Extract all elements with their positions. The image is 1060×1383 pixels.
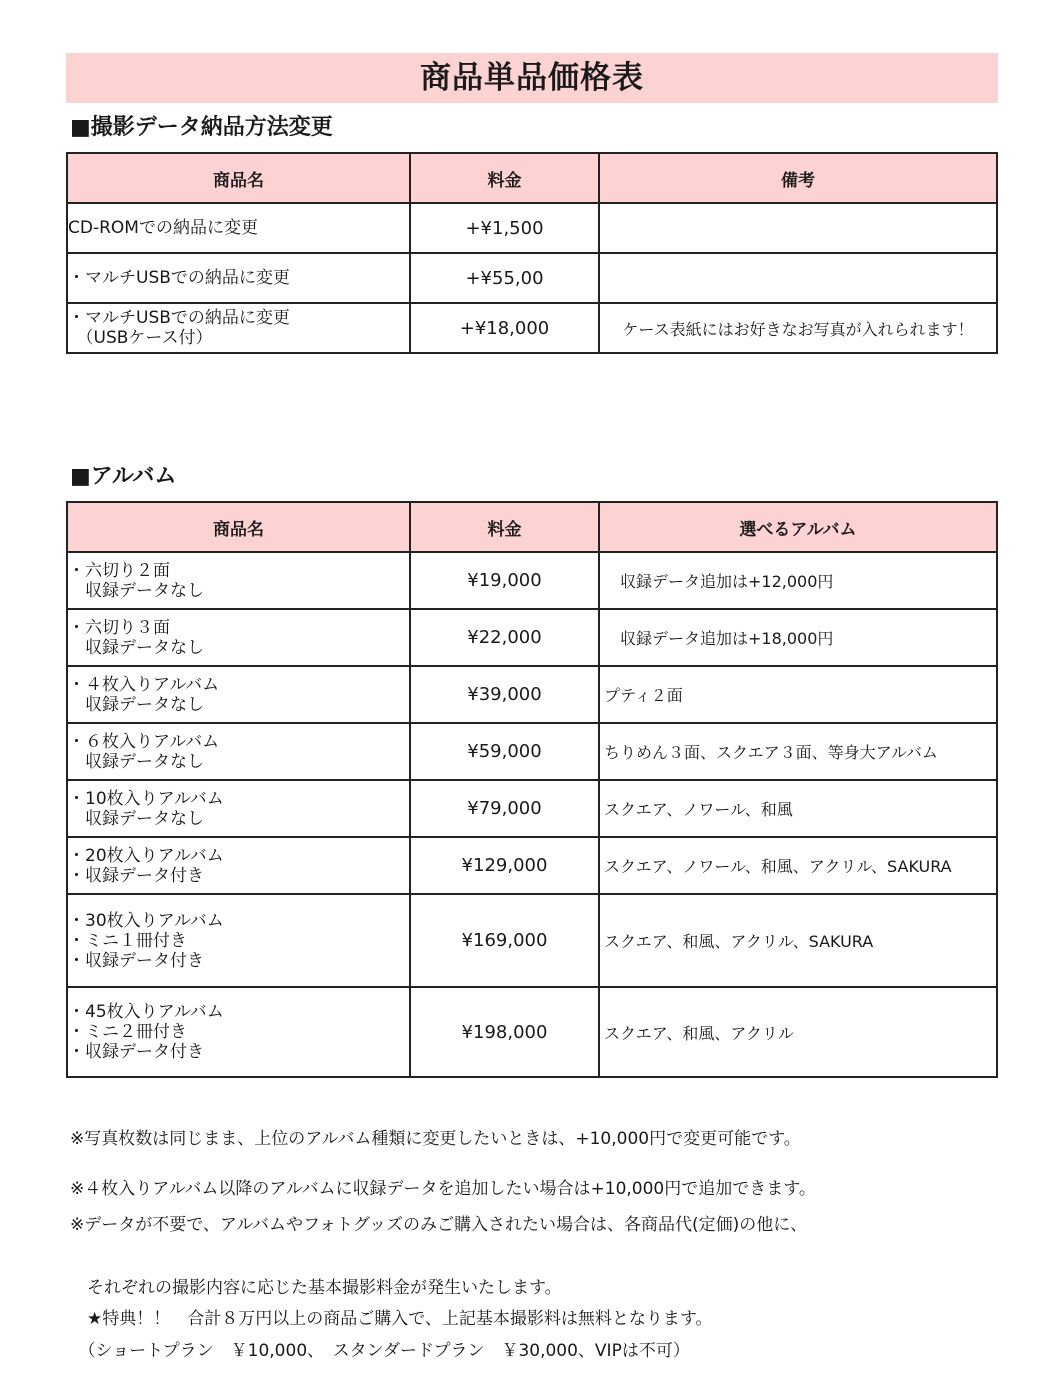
product-name: ・20枚入りアルバム ・収録データ付き [67, 837, 410, 894]
column-header-album-options: 選べるアルバム [599, 502, 997, 552]
album-options: スクエア、和風、アクリル [599, 987, 997, 1077]
footnote-special-offer: ★特典！！ 合計８万円以上の商品ご購入で、上記基本撮影料は無料となります。 [70, 1309, 713, 1329]
product-price: ¥39,000 [410, 666, 599, 723]
table-row [67, 552, 997, 609]
product-name: CD-ROMでの納品に変更 [67, 203, 410, 253]
footnote-upgrade: ※写真枚数は同じまま、上位のアルバム種類に変更したいときは、+10,000円で変更可能です。 [70, 1129, 801, 1149]
product-name: ・６枚入りアルバム 収録データなし [67, 723, 410, 780]
section-heading-album: ■アルバム [70, 464, 177, 489]
table-row [67, 609, 997, 666]
product-name: ・マルチUSBでの納品に変更 （USBケース付） [67, 303, 410, 353]
footnote-add-data: ※４枚入りアルバム以降のアルバムに収録データを追加したい場合は+10,000円で追加できます。 [70, 1179, 816, 1199]
delivery-price-table [66, 152, 998, 354]
table-header-row [67, 502, 997, 552]
column-header-name: 商品名 [67, 502, 410, 552]
product-price: ¥79,000 [410, 780, 599, 837]
product-price: ¥19,000 [410, 552, 599, 609]
album-options: スクエア、ノワール、和風、アクリル、SAKURA [599, 837, 997, 894]
product-price: +¥55,00 [410, 253, 599, 303]
table-row [67, 303, 997, 353]
product-price: +¥18,000 [410, 303, 599, 353]
product-price: ¥129,000 [410, 837, 599, 894]
table-row [67, 780, 997, 837]
column-header-price: 料金 [410, 502, 599, 552]
table-row [67, 837, 997, 894]
table-row [67, 666, 997, 723]
page-title: 商品単品価格表 [66, 53, 998, 103]
footnote-basic-fee: ※データが不要で、アルバムやフォトグッズのみご購入されたい場合は、各商品代(定価)の他に、 それぞれの撮影内容に応じた基本撮影料金が発生いたします。 （ショートプラン ￥10,000、 スタンダードプラン ￥30,000、VIPは不可） [70, 1215, 808, 1361]
product-name: ・10枚入りアルバム 収録データなし [67, 780, 410, 837]
table-header-row [67, 153, 997, 203]
album-options: 収録データ追加は+18,000円 [599, 609, 997, 666]
album-options: スクエア、和風、アクリル、SAKURA [599, 894, 997, 987]
product-price: +¥1,500 [410, 203, 599, 253]
column-header-name: 商品名 [67, 153, 410, 203]
product-name: ・４枚入りアルバム 収録データなし [67, 666, 410, 723]
column-header-price: 料金 [410, 153, 599, 203]
table-row [67, 253, 997, 303]
product-name: ・六切り２面 収録データなし [67, 552, 410, 609]
product-price: ¥22,000 [410, 609, 599, 666]
column-header-note: 備考 [599, 153, 997, 203]
product-note [599, 253, 997, 303]
album-options: ちりめん３面、スクエア３面、等身大アルバム [599, 723, 997, 780]
table-row [67, 723, 997, 780]
product-name: ・六切り３面 収録データなし [67, 609, 410, 666]
product-name: ・マルチUSBでの納品に変更 [67, 253, 410, 303]
album-options: プティ２面 [599, 666, 997, 723]
table-row [67, 987, 997, 1077]
table-row [67, 894, 997, 987]
table-row [67, 203, 997, 253]
product-note [599, 203, 997, 253]
product-name: ・30枚入りアルバム ・ミニ１冊付き ・収録データ付き [67, 894, 410, 987]
product-price: ¥169,000 [410, 894, 599, 987]
section-heading-delivery: ■撮影データ納品方法変更 [70, 115, 333, 140]
album-options: 収録データ追加は+12,000円 [599, 552, 997, 609]
product-name: ・45枚入りアルバム ・ミニ２冊付き ・収録データ付き [67, 987, 410, 1077]
album-options: スクエア、ノワール、和風 [599, 780, 997, 837]
product-price: ¥198,000 [410, 987, 599, 1077]
product-price: ¥59,000 [410, 723, 599, 780]
album-price-table [66, 501, 998, 1078]
product-note: ケース表紙にはお好きなお写真が入れられます！ [599, 303, 997, 353]
